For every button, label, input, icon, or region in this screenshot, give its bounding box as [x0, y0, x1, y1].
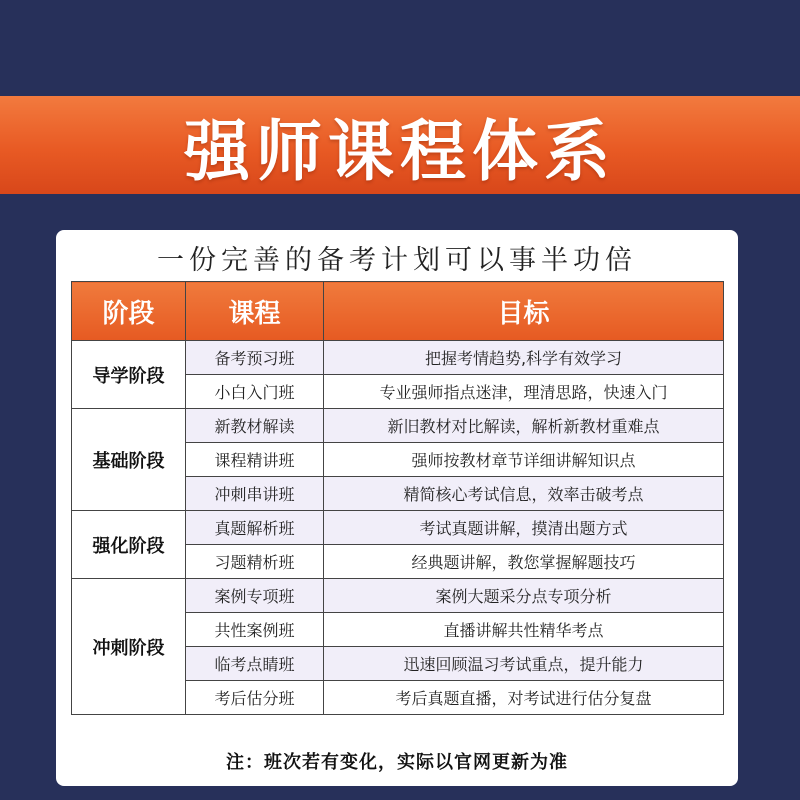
table-row [72, 409, 724, 443]
goal-cell: 案例大题采分点专项分析 [324, 579, 724, 613]
course-cell: 习题精析班 [186, 545, 324, 579]
header-course: 课程 [186, 282, 324, 341]
banner-title: 强师课程体系 [184, 112, 616, 190]
table-row [72, 341, 724, 375]
course-cell: 冲刺串讲班 [186, 477, 324, 511]
goal-cell: 直播讲解共性精华考点 [324, 613, 724, 647]
card-subtitle: 一份完善的备考计划可以事半功倍 [157, 245, 637, 276]
course-cell: 课程精讲班 [186, 443, 324, 477]
course-cell: 备考预习班 [186, 341, 324, 375]
course-cell: 新教材解读 [186, 409, 324, 443]
course-cell: 共性案例班 [186, 613, 324, 647]
stage-cell: 强化阶段 [72, 511, 186, 579]
header-stage: 阶段 [72, 282, 186, 341]
goal-cell: 考试真题讲解，摸清出题方式 [324, 511, 724, 545]
course-card [56, 230, 738, 786]
course-cell: 临考点睛班 [186, 647, 324, 681]
table-header-row [72, 282, 724, 341]
stage-cell: 基础阶段 [72, 409, 186, 511]
stage-cell: 导学阶段 [72, 341, 186, 409]
table-row [72, 579, 724, 613]
goal-cell: 把握考情趋势,科学有效学习 [324, 341, 724, 375]
stage-cell: 冲刺阶段 [72, 579, 186, 715]
course-cell: 真题解析班 [186, 511, 324, 545]
course-cell: 考后估分班 [186, 681, 324, 715]
goal-cell: 经典题讲解，教您掌握解题技巧 [324, 545, 724, 579]
course-table [71, 281, 724, 715]
goal-cell: 新旧教材对比解读，解析新教材重难点 [324, 409, 724, 443]
table-row [72, 511, 724, 545]
header-goal: 目标 [324, 282, 724, 341]
course-cell: 案例专项班 [186, 579, 324, 613]
title-banner [0, 96, 800, 194]
goal-cell: 专业强师指点迷津，理清思路，快速入门 [324, 375, 724, 409]
goal-cell: 精简核心考试信息，效率击破考点 [324, 477, 724, 511]
goal-cell: 迅速回顾温习考试重点，提升能力 [324, 647, 724, 681]
goal-cell: 考后真题直播，对考试进行估分复盘 [324, 681, 724, 715]
goal-cell: 强师按教材章节详细讲解知识点 [324, 443, 724, 477]
footnote: 注：班次若有变化，实际以官网更新为准 [226, 752, 568, 773]
course-cell: 小白入门班 [186, 375, 324, 409]
